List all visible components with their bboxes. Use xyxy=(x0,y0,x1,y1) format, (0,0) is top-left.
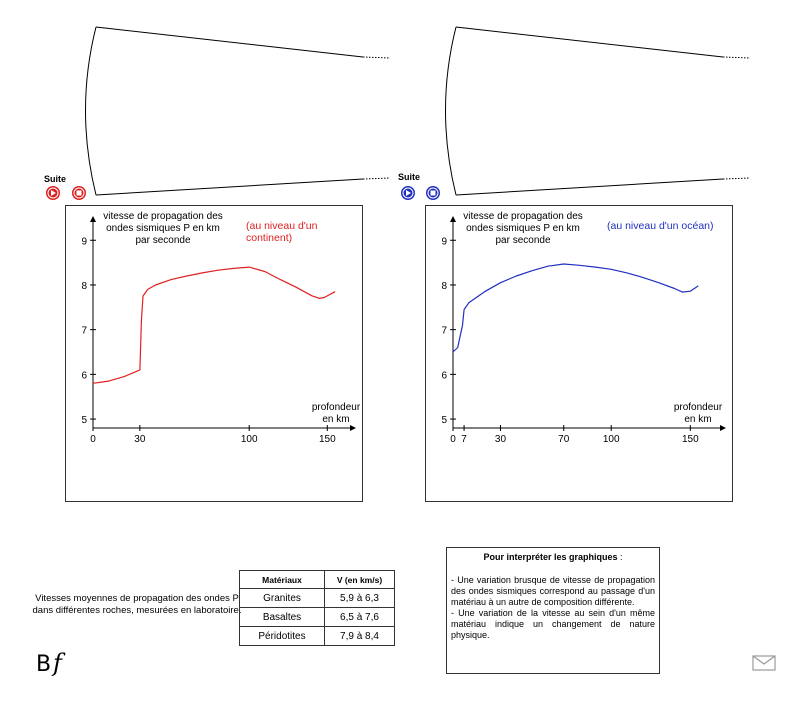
chart-title: vitesse de propagation des ondes sismiques P en km par seconde xyxy=(463,211,583,246)
y-tick-label: 6 xyxy=(81,370,87,382)
interpretation-title-text: Pour interpréter les graphiques xyxy=(483,552,618,562)
y-tick-label: 9 xyxy=(441,236,447,248)
interpretation-title xyxy=(447,552,659,563)
materials-caption: Vitesses moyennes de propagation des ondes P dans différentes roches, mesurées en laboratoire. xyxy=(32,593,242,616)
table-cell: 7,9 à 8,4 xyxy=(325,627,395,646)
x-axis-label: profondeur en km xyxy=(311,402,361,425)
y-tick-label: 8 xyxy=(81,280,87,292)
table-row xyxy=(240,608,395,627)
y-axis-arrow xyxy=(90,216,96,222)
x-tick-label: 150 xyxy=(318,434,336,445)
svg-text:f: f xyxy=(53,649,62,677)
x-tick-label: 30 xyxy=(134,434,146,445)
y-tick-label: 6 xyxy=(441,370,447,382)
table-cell: Péridotites xyxy=(240,627,325,646)
interpretation-box xyxy=(446,547,660,674)
chart-title: vitesse de propagation des ondes sismiques P en km par seconde xyxy=(103,211,223,246)
y-tick-label: 8 xyxy=(441,280,447,292)
table-cell: 5,9 à 6,3 xyxy=(325,589,395,608)
svg-text:B: B xyxy=(36,652,52,677)
series-line xyxy=(453,264,698,352)
play-icon xyxy=(46,186,60,200)
stop-icon xyxy=(72,186,86,200)
x-tick-label: 100 xyxy=(602,434,620,445)
materials-table xyxy=(239,570,395,646)
table-header: V (en km/s) xyxy=(325,571,395,589)
table-row xyxy=(240,589,395,608)
stop-button-right[interactable] xyxy=(426,186,440,200)
stop-button-left[interactable] xyxy=(72,186,86,200)
x-tick-label: 0 xyxy=(450,434,456,445)
y-tick-label: 7 xyxy=(441,325,447,337)
table-row xyxy=(240,627,395,646)
chart-subtitle: (au niveau d'un océan) xyxy=(607,220,714,232)
suite-label-left: Suite xyxy=(44,174,67,184)
chart-subtitle: (au niveau d'un continent) xyxy=(246,220,318,244)
play-button-right[interactable] xyxy=(401,186,415,200)
envelope-icon-svg xyxy=(752,655,776,671)
y-tick-label: 9 xyxy=(81,236,87,248)
suite-label-right: Suite xyxy=(398,172,421,182)
stop-icon xyxy=(426,186,440,200)
interpretation-point-2: - Une variation de la vitesse au sein d'un même matériau indique un changement de nature physique. xyxy=(451,608,655,640)
y-tick-label: 5 xyxy=(441,415,447,427)
interpretation-point-1: - Une variation brusque de vitesse de propagation des ondes sismiques correspond au passage d'un matériau à un autre de composition différente. xyxy=(451,575,655,607)
chart-ocean xyxy=(426,206,732,501)
table-cell: 6,5 à 7,6 xyxy=(325,608,395,627)
x-tick-label: 0 xyxy=(90,434,96,445)
series-line xyxy=(93,267,335,383)
table-header-row xyxy=(240,571,395,589)
table-cell: Basaltes xyxy=(240,608,325,627)
y-axis-arrow xyxy=(450,216,456,222)
interpretation-title-suffix: : xyxy=(617,552,623,562)
y-tick-label: 5 xyxy=(81,415,87,427)
envelope-icon[interactable] xyxy=(752,655,776,676)
play-icon xyxy=(401,186,415,200)
chart-continent xyxy=(66,206,362,501)
x-tick-label: 100 xyxy=(240,434,258,445)
x-tick-label: 70 xyxy=(558,434,570,445)
x-axis-label: profondeur en km xyxy=(673,402,723,425)
chart-panel-ocean xyxy=(425,205,733,502)
play-button-left[interactable] xyxy=(46,186,60,200)
table-header: Matériaux xyxy=(240,571,325,589)
logo-mark xyxy=(36,648,76,678)
x-tick-label: 7 xyxy=(461,434,467,445)
chart-panel-continent xyxy=(65,205,363,502)
x-tick-label: 30 xyxy=(494,434,507,445)
earth-section-wedge-left xyxy=(85,0,465,200)
x-tick-label: 150 xyxy=(681,434,699,445)
earth-section-wedge-right xyxy=(445,0,799,200)
logo xyxy=(36,648,76,684)
y-tick-label: 7 xyxy=(81,325,87,337)
table-cell: Granites xyxy=(240,589,325,608)
